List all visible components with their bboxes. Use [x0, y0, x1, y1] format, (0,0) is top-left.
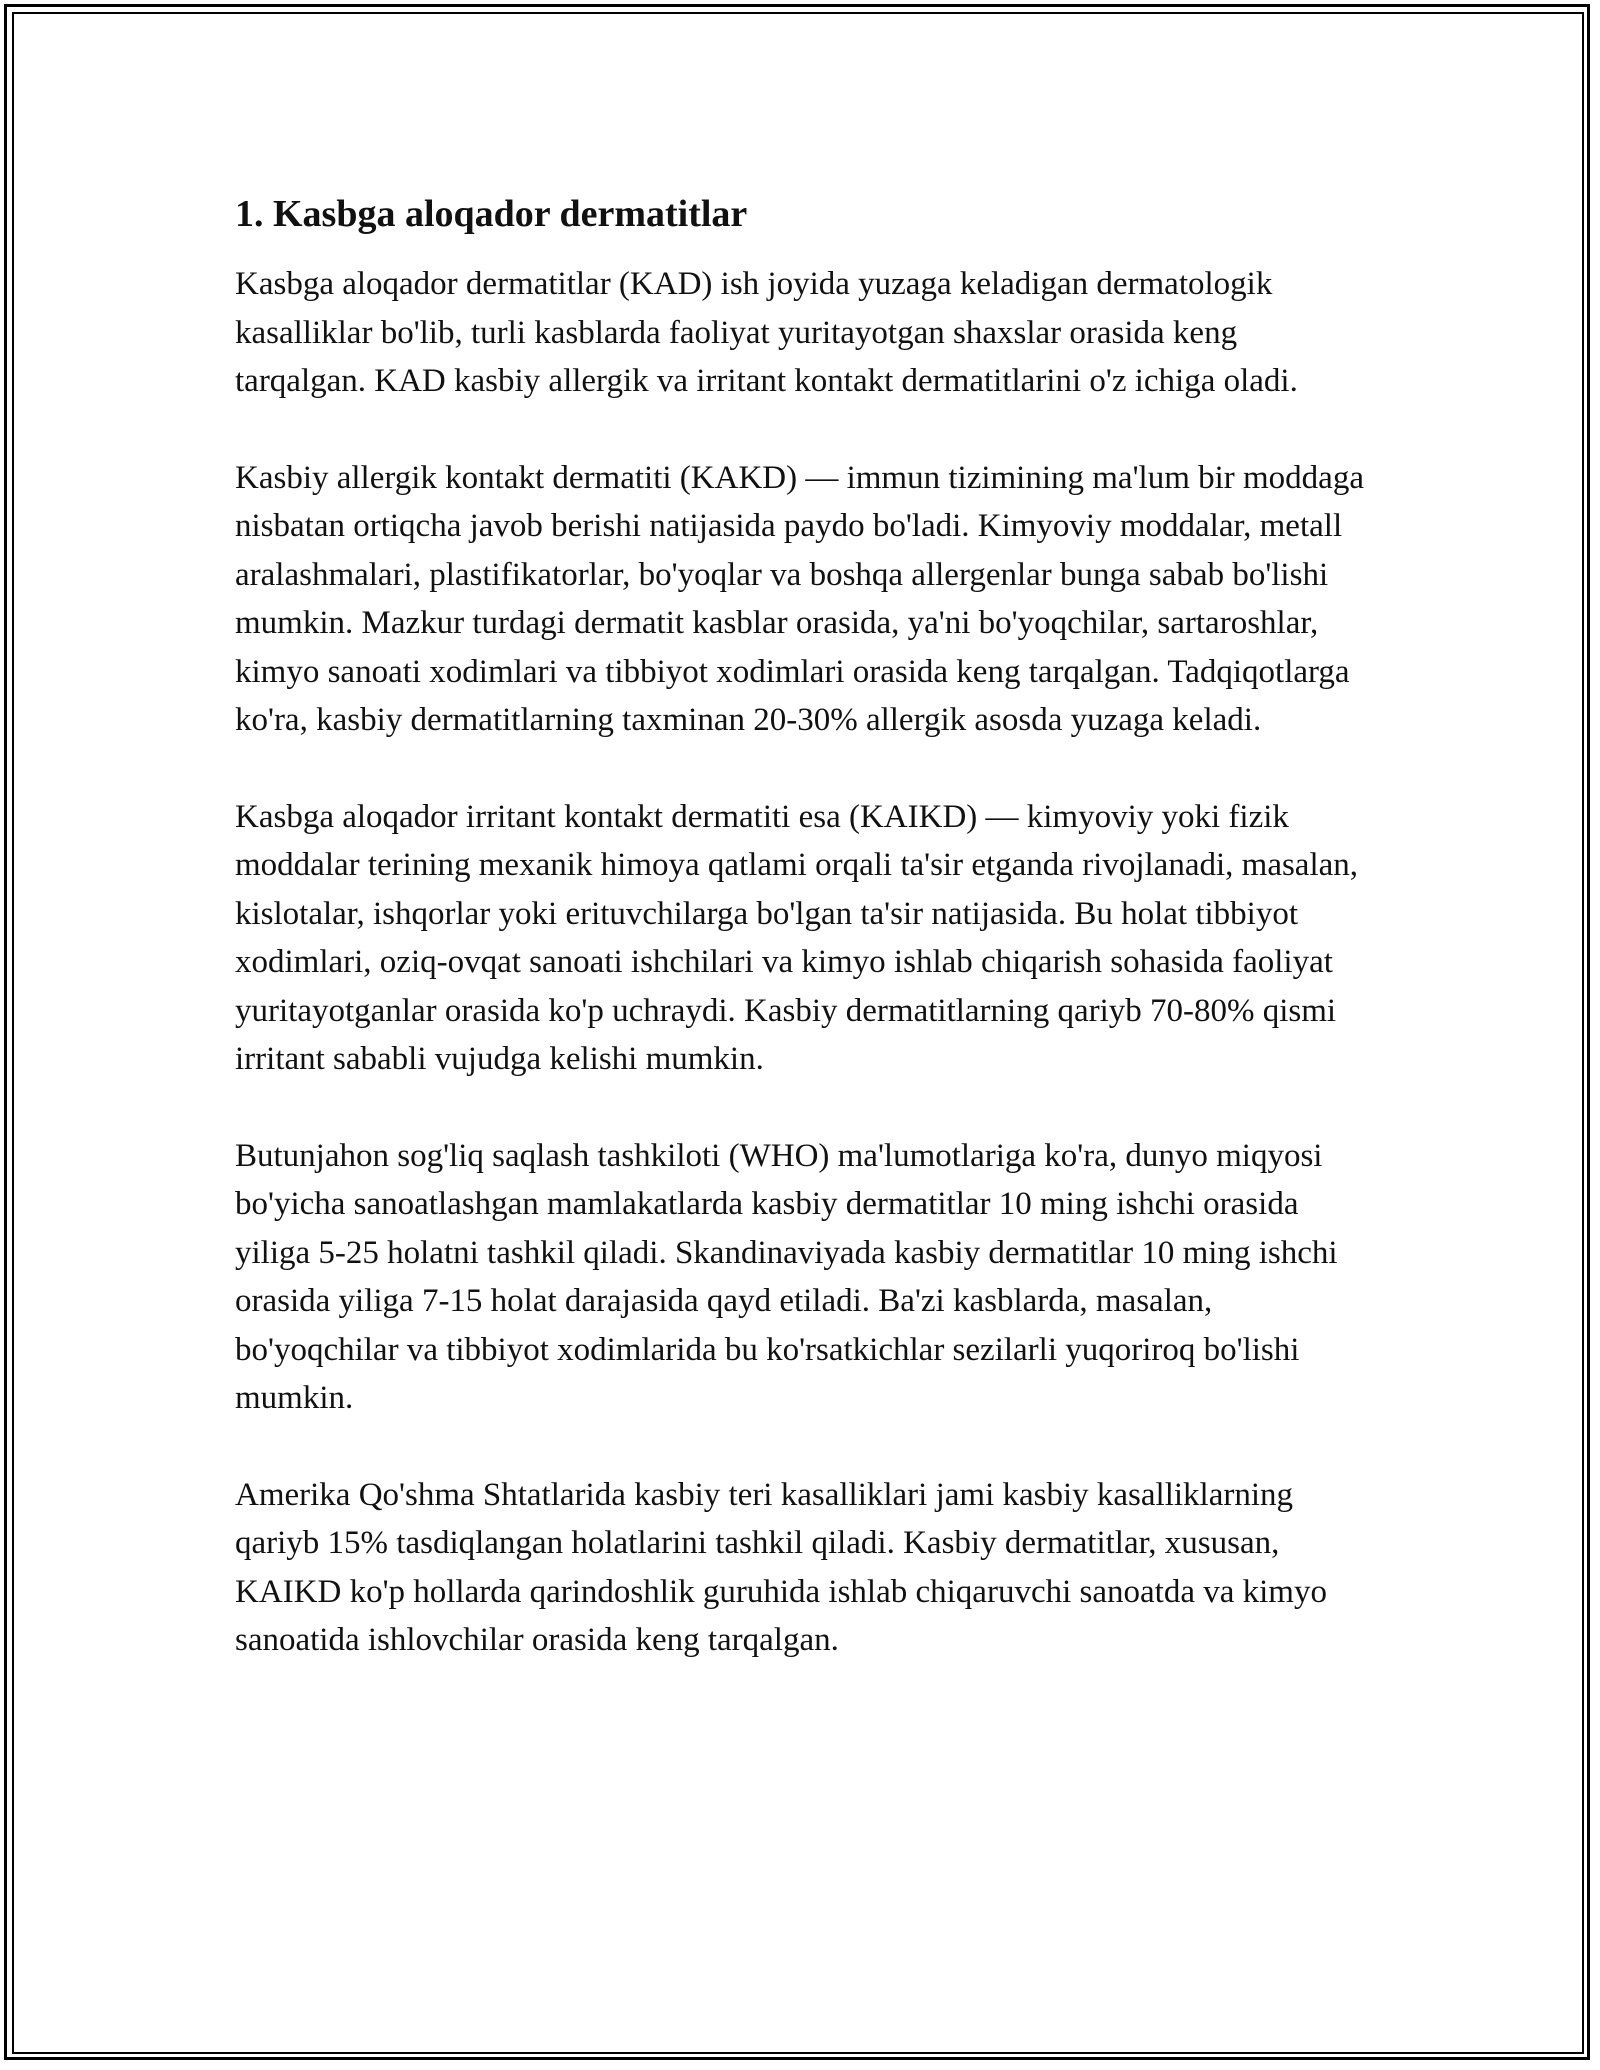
paragraph-allergic: Kasbiy allergik kontakt dermatiti (KAKD) — immun tizimining ma'lum bir moddaga nisbatan ortiqcha javob berishi natijasida paydo bo'ladi. Kimyoviy moddalar, metall aralashmalari, plastifikatorlar, bo'yoqlar va boshqa allergenlar bunga sabab bo'lishi mumkin. Mazkur turdagi dermatit kasblar orasida, ya'ni bo'yoqchilar, sartaroshlar, kimyo sanoati xodimlari va tibbiyot xodimlari orasida keng tarqalgan. Tadqiqotlarga ko'ra, kasbiy dermatitlarning taxminan 20-30% allergik asosda yuzaga keladi. — [235, 459, 1364, 738]
paragraph-irritant: Kasbga aloqador irritant kontakt dermatiti esa (KAIKD) — kimyoviy yoki fizik moddalar terining mexanik himoya qatlami orqali ta'sir etganda rivojlanadi, masalan, kislotalar, ishqorlar yoki erituvchilarga bo'lgan ta'sir natijasida. Bu holat tibbiyot xodimlari, oziq-ovqat sanoati ishchilari va kimyo ishlab chiqarish sohasida faoliyat yuritayotganlar orasida ko'p uchraydi. Kasbiy dermatitlarning qariyb 70-80% qismi irritant sababli vujudga kelishi mumkin. — [235, 798, 1359, 1077]
section-heading: 1. Kasbga aloqador dermatitlar — [235, 193, 748, 235]
paragraph-intro: Kasbga aloqador dermatitlar (KAD) ish joyida yuzaga keladigan dermatologik kasalliklar bo'lib, turli kasblarda faoliyat yuritayotgan shaxslar orasida keng tarqalgan. KAD kasbiy allergik va irritant kontakt dermatitlarini o'z ichiga oladi. — [235, 266, 1298, 399]
paragraph-usa-statistics: Amerika Qo'shma Shtatlarida kasbiy teri kasalliklari jami kasbiy kasalliklarning qariyb 15% tasdiqlangan holatlarini tashkil qiladi. Kasbiy dermatitlar, xususan, KAIKD ko'p hollarda qarindoshlik guruhida ishlab chiqaruvchi sanoatda va kimyo sanoatida ishlovchilar orasida keng tarqalgan. — [235, 1476, 1327, 1658]
document-body — [235, 186, 1370, 1665]
paragraph-who-statistics: Butunjahon sog'liq saqlash tashkiloti (WHO) ma'lumotlariga ko'ra, dunyo miqyosi bo'yicha sanoatlashgan mamlakatlarda kasbiy dermatitlar 10 ming ishchi orasida yiliga 5-25 holatni tashkil qiladi. Skandinaviyada kasbiy dermatitlar 10 ming ishchi orasida yiliga 7-15 holat darajasida qayd etiladi. Ba'zi kasblarda, masalan, bo'yoqchilar va tibbiyot xodimlarida bu ko'rsatkichlar sezilarli yuqoriroq bo'lishi mumkin. — [235, 1137, 1338, 1416]
